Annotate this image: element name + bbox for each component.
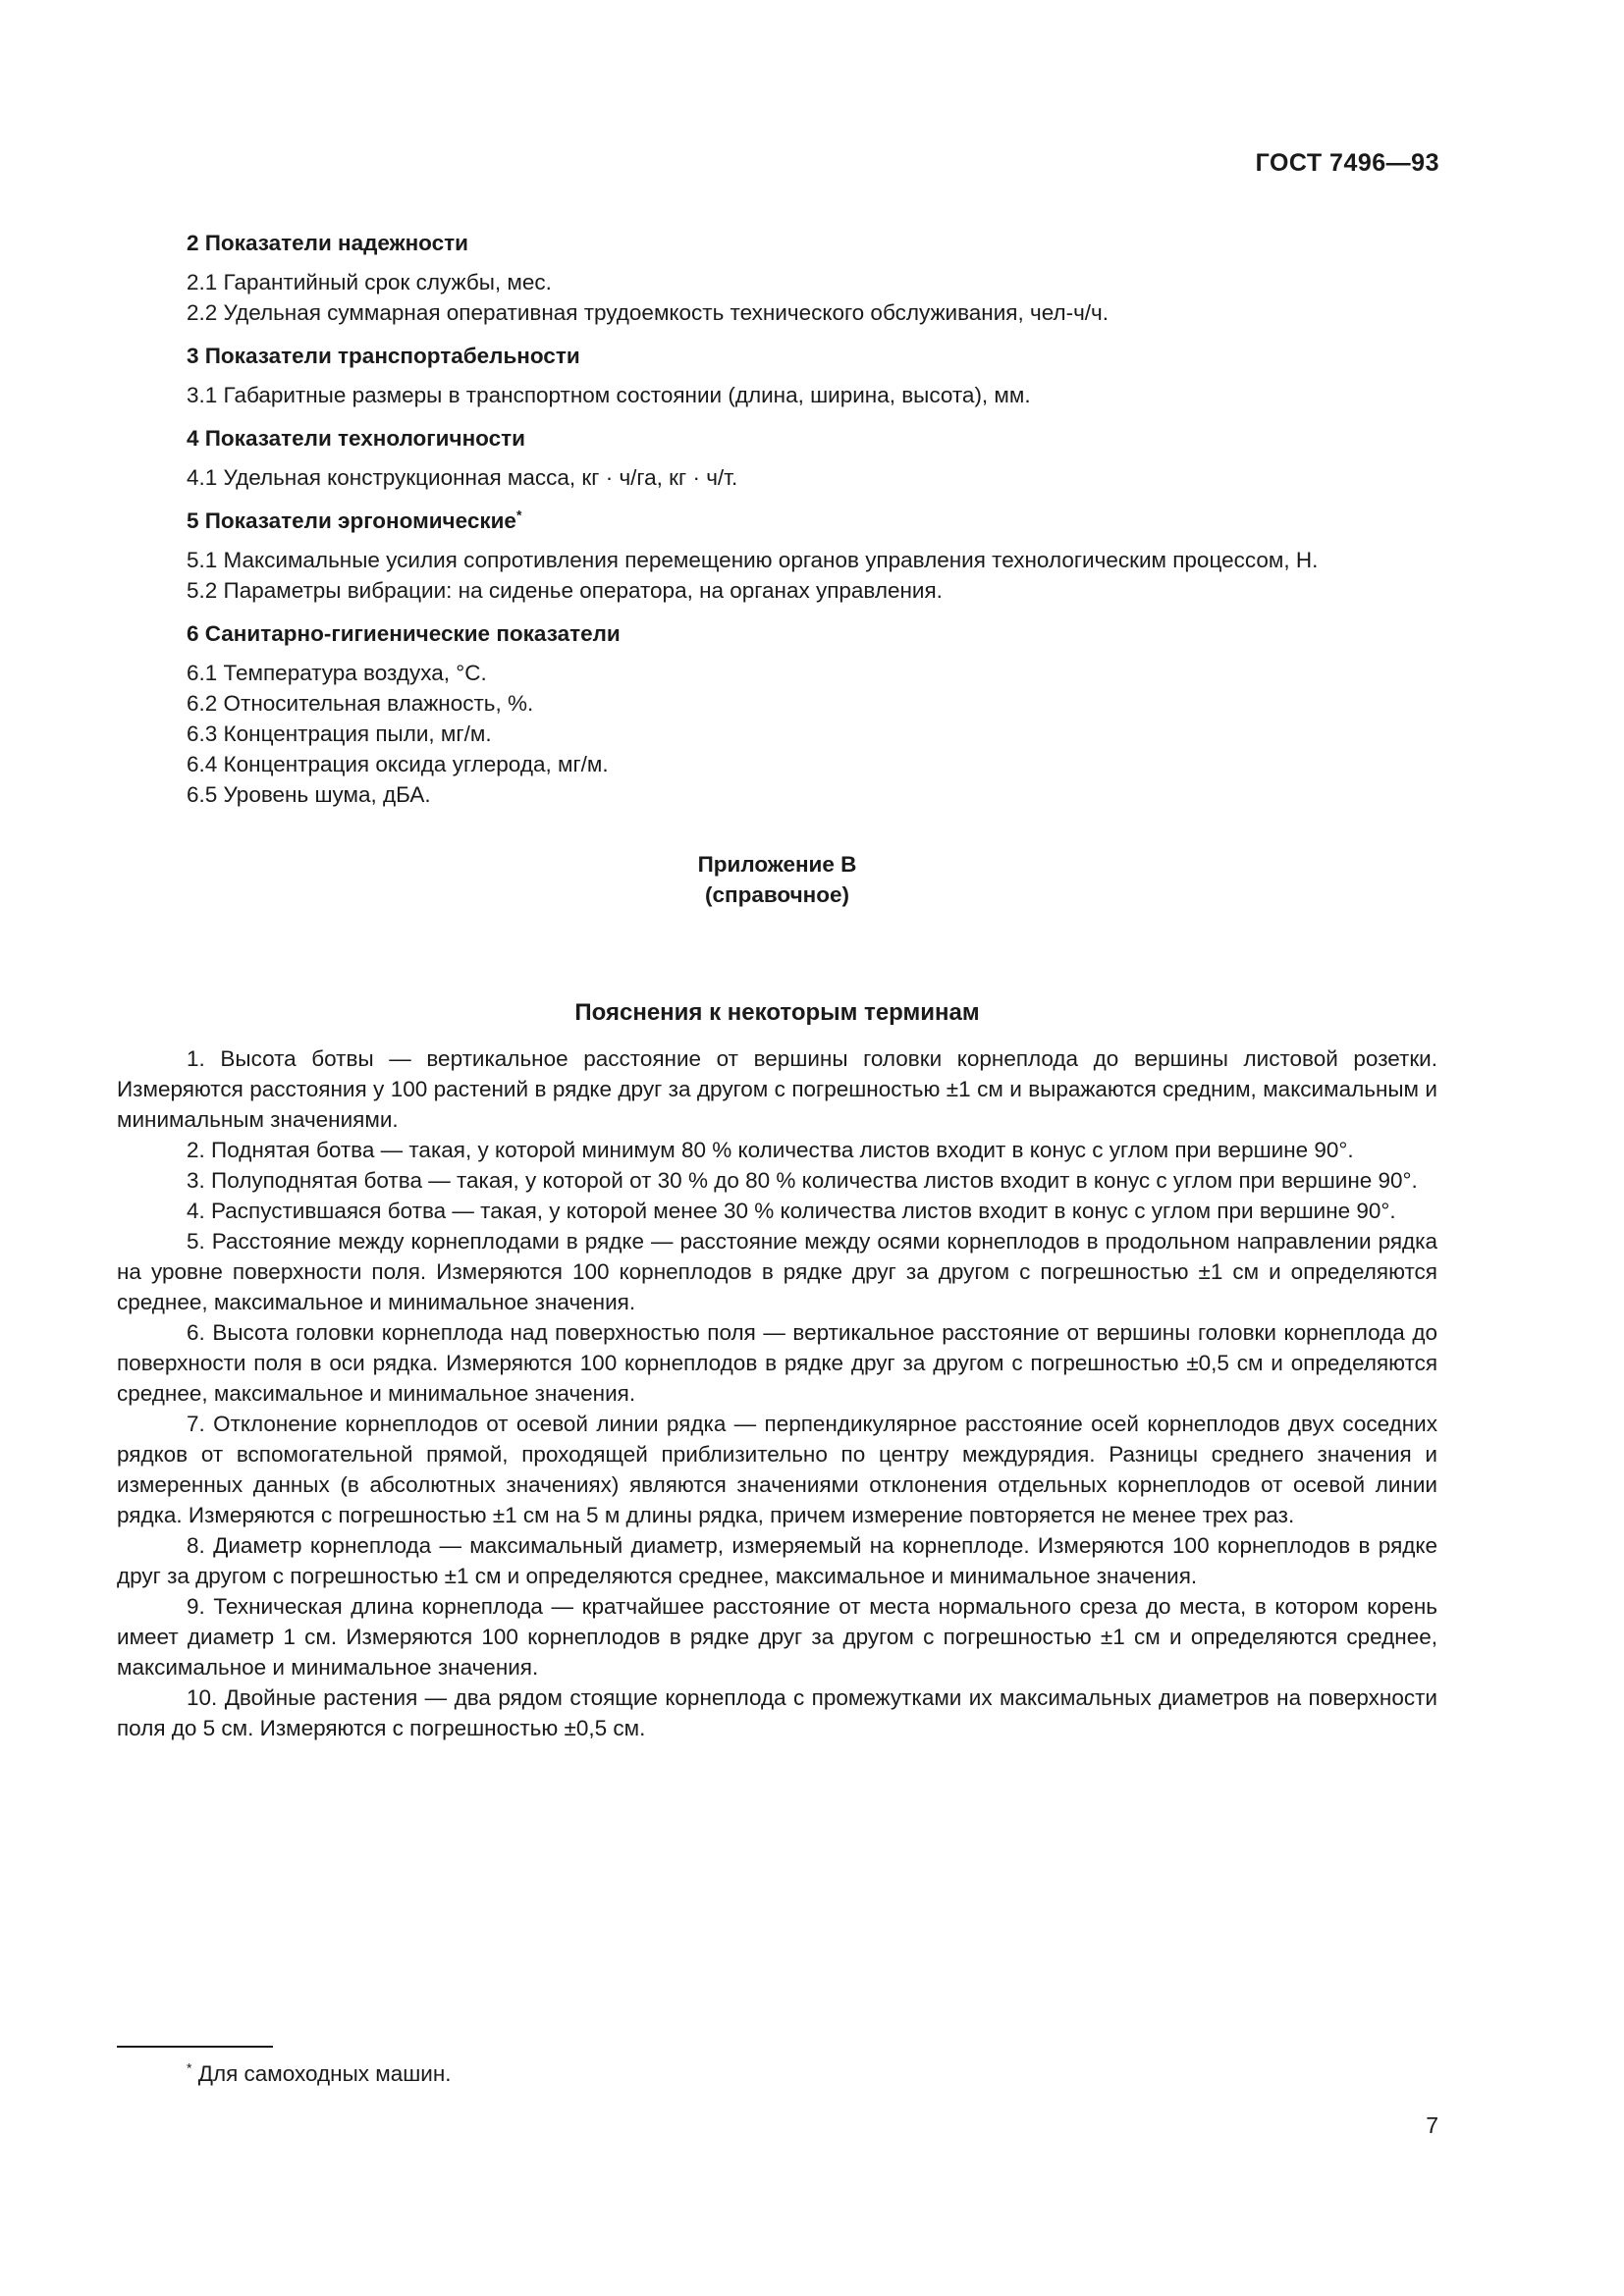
paragraph: 5.2 Параметры вибрации: на сиденье оператора, на органах управления. — [187, 578, 943, 603]
section-ergonomics — [117, 506, 1437, 606]
list-item: 3.1 Габаритные размеры в транспортном состоянии (длина, ширина, высота), мм. — [187, 383, 1031, 407]
term-paragraph: 6. Высота головки корнеплода над поверхностью поля — вертикальное расстояние от вершины головки корнеплода до поверхности поля в оси рядка. Измеряются 100 корнеплодов в рядке друг за другом с погрешностью ±0,5 см и определяются среднее, максимальное и минимальное значения. — [117, 1320, 1437, 1406]
list-item: 6.5 Уровень шума, дБА. — [187, 782, 431, 807]
footnote-mark: * — [187, 2059, 192, 2076]
section-title — [117, 506, 1437, 536]
term-paragraph: 8. Диаметр корнеплода — максимальный диаметр, измеряемый на корнеплоде. Измеряются 100 корнеплодов в рядке друг за другом с погрешностью ±1 см и определяются среднее, максимальное и минимальное значения. — [117, 1533, 1437, 1588]
list-item: 6.3 Концентрация пыли, мг/м. — [187, 721, 492, 746]
term-paragraph: 2. Поднятая ботва — такая, у которой минимум 80 % количества листов входит в конус с углом при вершине 90°. — [187, 1138, 1354, 1162]
explanations-body — [117, 1043, 1437, 1743]
list-item: 6.2 Относительная влажность, %. — [187, 691, 534, 716]
footnote-mark: * — [515, 507, 522, 523]
page-number: 7 — [1426, 2112, 1438, 2138]
list-item: 2.1 Гарантийный срок службы, мес. — [187, 270, 552, 294]
term-paragraph: 3. Полуподнятая ботва — такая, у которой от 30 % до 80 % количества листов входит в конус с углом при вершине 90°. — [187, 1168, 1418, 1193]
appendix-subtitle: (справочное) — [705, 882, 849, 907]
list-item: 2.2 Удельная суммарная оперативная трудоемкость технического обслуживания, чел-ч/ч. — [187, 300, 1110, 325]
section-sanitary — [117, 618, 1437, 810]
term-paragraph: 5. Расстояние между корнеплодами в рядке — расстояние между осями корнеплодов в продольном направлении рядка на уровне поверхности поля. Измеряются 100 корнеплодов в рядке друг за другом с погрешностью ±1 см и определяются среднее, максимальное и минимальное значения. — [117, 1229, 1437, 1314]
paragraph: 5.1 Максимальные усилия сопротивления перемещению органов управления технологическим процессом, Н. — [187, 548, 1319, 572]
standard-number-header: ГОСТ 7496—93 — [1255, 149, 1439, 177]
term-paragraph: 9. Техническая длина корнеплода — кратчайшее расстояние от места нормального среза до места, в котором корень имеет диаметр 1 см. Измеряются 100 корнеплодов в рядке друг за другом с погрешностью ±1 см и определяются среднее, максимальное и минимальное значения. — [117, 1594, 1437, 1680]
section-title-text: 5 Показатели эргономические — [187, 508, 516, 533]
section-title: 2 Показатели надежности — [187, 231, 468, 255]
section-reliability — [117, 228, 1437, 328]
section-transportability — [117, 341, 1437, 410]
term-paragraph: 4. Распустившаяся ботва — такая, у которой менее 30 % количества листов входит в конус с углом при вершине 90°. — [187, 1199, 1396, 1223]
term-paragraph: 7. Отклонение корнеплодов от осевой линии рядка — перпендикулярное расстояние осей корнеплодов двух соседних рядков от вспомогательной прямой, проходящей приблизительно по центру междурядия. Разницы среднего значения и измеренных данных (в абсолютных значениях) являются значениями отклонения отдельных корнеплодов от осевой линии рядка. Измеряются с погрешностью ±1 см на 5 м длины рядка, причем измерение повторяется не менее трех раз. — [117, 1412, 1437, 1527]
list-item: 6.4 Концентрация оксида углерода, мг/м. — [187, 752, 609, 776]
section-title: 6 Санитарно-гигиенические показатели — [187, 621, 621, 646]
appendix-heading — [117, 849, 1437, 910]
list-item: 6.1 Температура воздуха, °С. — [187, 661, 487, 685]
footnote — [187, 2058, 452, 2089]
term-paragraph: 1. Высота ботвы — вертикальное расстояние от вершины головки корнеплода до вершины листовой розетки. Измеряются расстояния у 100 растений в рядке друг за другом с погрешностью ±1 см и выражаются средним, максимальным и минимальным значениями. — [117, 1046, 1437, 1132]
appendix-title: Приложение В — [697, 852, 857, 877]
section-title: 4 Показатели технологичности — [187, 426, 525, 451]
page-content — [117, 228, 1437, 1743]
footnote-divider — [117, 2046, 273, 2048]
list-item: 4.1 Удельная конструкционная масса, кг · ч/га, кг · ч/т. — [187, 465, 738, 490]
section-manufacturability — [117, 423, 1437, 493]
footnote-text: Для самоходных машин. — [197, 2061, 452, 2086]
explanations-title: Пояснения к некоторым терминам — [574, 999, 980, 1026]
term-paragraph: 10. Двойные растения — два рядом стоящие корнеплода с промежутками их максимальных диаметров на поверхности поля до 5 см. Измеряются с погрешностью ±0,5 см. — [117, 1685, 1437, 1740]
section-title: 3 Показатели транспортабельности — [187, 344, 580, 368]
